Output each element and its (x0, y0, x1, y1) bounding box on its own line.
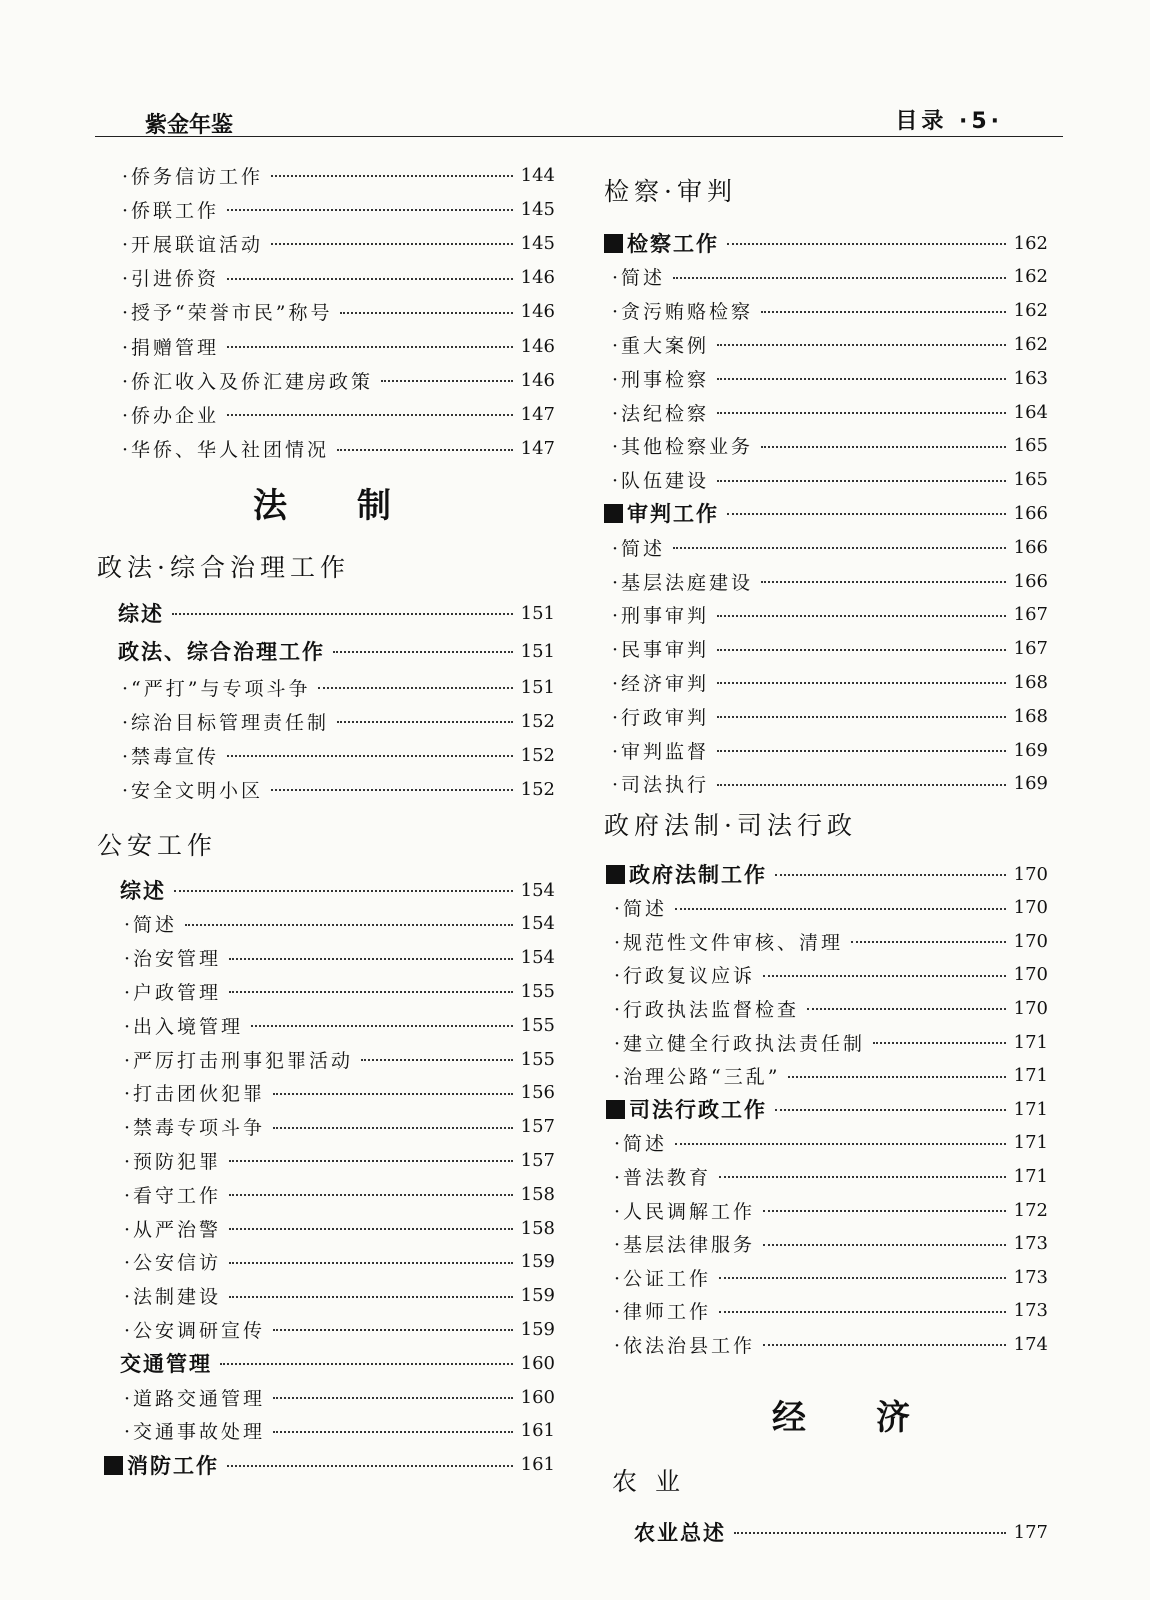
toc-entry[interactable] (612, 329, 1048, 359)
toc-page-number: 173 (1013, 1266, 1048, 1288)
toc-entry[interactable] (122, 160, 555, 190)
toc-entry-title: ·华侨、华人社团情况 (122, 439, 330, 462)
toc-entry-title: 综述 (118, 602, 164, 626)
dot-leader (333, 651, 513, 653)
toc-page-number: 157 (520, 1116, 555, 1138)
square-bullet-icon (604, 504, 623, 523)
section-heading-zhengfu-fazhi: 政府法制·司法行政 (604, 811, 857, 840)
toc-page-number: 151 (520, 676, 555, 698)
toc-entry[interactable] (614, 1027, 1048, 1057)
toc-page-number: 157 (520, 1149, 555, 1171)
dot-leader (717, 750, 1006, 752)
toc-entry-title: ·出入境管理 (124, 1015, 244, 1038)
toc-page-number: 146 (520, 369, 555, 391)
toc-page-number: 158 (520, 1217, 555, 1239)
toc-entry[interactable] (612, 634, 1048, 664)
toc-entry[interactable] (122, 365, 555, 395)
toc-page-number: 158 (520, 1183, 555, 1205)
toc-entry[interactable] (124, 1281, 555, 1311)
toc-page-number: 159 (520, 1318, 555, 1340)
dot-leader (273, 1127, 513, 1129)
toc-page-number: 171 (1013, 1165, 1048, 1187)
dot-leader (761, 581, 1006, 583)
toc-entry[interactable] (614, 1229, 1048, 1259)
toc-entry-title: ·贪污贿赂检察 (612, 301, 754, 324)
toc-entry[interactable] (614, 1296, 1048, 1326)
toc-entry[interactable] (124, 1314, 555, 1344)
toc-entry-title: ·引进侨资 (122, 268, 220, 291)
dot-leader (761, 311, 1006, 313)
dot-leader (851, 941, 1006, 943)
dot-leader (717, 480, 1006, 482)
toc-entry[interactable] (612, 296, 1048, 326)
toc-entry-title: 综述 (120, 879, 166, 903)
toc-page-number: 152 (520, 778, 555, 800)
dot-leader (717, 412, 1006, 414)
toc-entry-title: ·公安信访 (124, 1252, 222, 1275)
toc-entry-title: 交通管理 (120, 1352, 212, 1377)
toc-entry[interactable] (612, 667, 1048, 697)
square-bullet-icon (604, 234, 623, 253)
toc-entry-title: ·法制建设 (124, 1286, 222, 1309)
toc-entry-title: 政法、综合治理工作 (118, 640, 325, 664)
dot-leader (273, 1431, 513, 1433)
dot-leader (271, 243, 513, 245)
dot-leader (229, 1262, 513, 1264)
toc-page-number: 170 (1013, 863, 1048, 885)
toc-entry[interactable] (122, 297, 555, 327)
dot-leader (788, 1076, 1005, 1078)
toc-entry[interactable] (122, 740, 555, 770)
dot-leader (727, 243, 1006, 245)
toc-page-number: 173 (1013, 1233, 1048, 1255)
toc-entry[interactable] (612, 600, 1048, 630)
toc-entry-title: ·治安管理 (124, 948, 222, 971)
toc-entry[interactable] (614, 1195, 1048, 1225)
toc-entry[interactable] (612, 735, 1048, 765)
dot-leader (220, 1363, 513, 1365)
toc-entry-title: ·刑事审判 (612, 605, 710, 628)
toc-entry-title: ·治理公路“三乱” (614, 1066, 781, 1089)
dot-leader (227, 755, 513, 757)
toc-entry-title: ·其他检察业务 (612, 436, 754, 459)
toc-page-number: 170 (1013, 997, 1048, 1019)
toc-entry[interactable] (124, 1213, 555, 1243)
dot-leader (229, 1194, 513, 1196)
toc-entry[interactable] (122, 331, 555, 361)
toc-entry[interactable] (634, 1517, 1048, 1547)
toc-entry[interactable] (612, 431, 1048, 461)
dot-leader (763, 1210, 1006, 1212)
toc-page-number: 146 (520, 335, 555, 357)
toc-page-number: 162 (1013, 300, 1048, 322)
toc-page-number: 170 (1013, 897, 1048, 919)
toc-entry[interactable] (614, 1128, 1048, 1158)
dot-leader (273, 1397, 513, 1399)
toc-entry[interactable] (124, 1112, 555, 1142)
toc-page-number: 166 (1013, 570, 1048, 592)
toc-entry[interactable] (124, 1145, 555, 1175)
toc-entry-title: ·侨汇收入及侨汇建房政策 (122, 370, 374, 393)
toc-entry[interactable] (614, 1061, 1048, 1091)
toc-entry-title: ·户政管理 (124, 981, 222, 1004)
toc-entry[interactable] (124, 976, 555, 1006)
dot-leader (717, 649, 1006, 651)
toc-entry[interactable] (612, 701, 1048, 731)
dot-leader (717, 682, 1006, 684)
toc-entry[interactable] (614, 960, 1048, 990)
toc-page-number: 151 (520, 640, 555, 662)
toc-page-number: 154 (520, 879, 555, 901)
dot-leader (174, 890, 513, 892)
dot-leader (675, 1143, 1006, 1145)
toc-entry[interactable] (604, 498, 1048, 528)
dot-leader (340, 312, 512, 314)
toc-entry-title: ·综治目标管理责任制 (122, 711, 330, 734)
toc-entry-title: ·简述 (614, 898, 668, 921)
dot-leader (675, 908, 1006, 910)
toc-entry[interactable] (606, 859, 1048, 889)
dot-leader (717, 378, 1006, 380)
toc-page-number: 168 (1013, 705, 1048, 727)
toc-entry[interactable] (606, 1094, 1048, 1124)
toc-entry-title: ·道路交通管理 (124, 1387, 266, 1410)
dot-leader (775, 1109, 1006, 1111)
dot-leader (229, 1160, 513, 1162)
toc-page-number: 147 (520, 438, 555, 460)
toc-entry-title: ·禁毒宣传 (122, 745, 220, 768)
book-title: 紫金年鉴 (145, 113, 234, 138)
toc-page-number: 164 (1013, 401, 1048, 423)
square-bullet-icon (606, 865, 625, 884)
toc-entry[interactable] (124, 1010, 555, 1040)
toc-entry[interactable] (124, 1416, 555, 1446)
toc-entry-title: ·法纪检察 (612, 402, 710, 425)
section-heading-jiancha: 检察·审判 (604, 177, 737, 206)
dot-leader (271, 175, 513, 177)
toc-page-number: 172 (1013, 1199, 1048, 1221)
toc-entry[interactable] (124, 1078, 555, 1108)
toc-page-number: 174 (1013, 1333, 1048, 1355)
toc-entry-title: ·民事审判 (612, 639, 710, 662)
dot-leader (337, 721, 513, 723)
toc-entry[interactable] (104, 1450, 555, 1480)
toc-entry-title: 农业总述 (634, 1521, 726, 1545)
toc-page-number: 171 (1013, 1098, 1048, 1120)
dot-leader (361, 1059, 513, 1061)
dot-leader (719, 1176, 1006, 1178)
toc-page-number: 156 (520, 1082, 555, 1104)
toc-entry[interactable] (120, 875, 555, 905)
dot-leader (229, 991, 513, 993)
toc-entry-title: 消防工作 (104, 1450, 219, 1480)
dot-leader (227, 209, 513, 211)
dot-leader (337, 449, 513, 451)
section-page-label: 目录 ·5· (895, 109, 1003, 134)
toc-entry-title: ·简述 (612, 267, 666, 290)
toc-page-number: 162 (1013, 266, 1048, 288)
toc-page-number: 154 (520, 913, 555, 935)
toc-entry[interactable] (614, 1329, 1048, 1359)
dot-leader (229, 958, 513, 960)
toc-entry[interactable] (614, 926, 1048, 956)
toc-entry-title: ·行政审判 (612, 706, 710, 729)
toc-entry[interactable] (122, 774, 555, 804)
toc-entry-title: ·交通事故处理 (124, 1421, 266, 1444)
dot-leader (717, 716, 1006, 718)
square-bullet-icon (104, 1456, 123, 1475)
toc-entry-title: ·打击团伙犯罪 (124, 1083, 266, 1106)
toc-entry-title: ·行政执法监督检查 (614, 998, 800, 1021)
dot-leader (227, 278, 513, 280)
toc-page-number: 155 (520, 980, 555, 1002)
toc-entry-title: ·人民调解工作 (614, 1200, 756, 1223)
section-heading-zhengfa: 政法·综合治理工作 (97, 553, 350, 582)
toc-page-number: 171 (1013, 1031, 1048, 1053)
dot-leader (717, 615, 1006, 617)
toc-page-number: 167 (1013, 638, 1048, 660)
toc-entry[interactable] (118, 598, 555, 628)
toc-page-number: 169 (1013, 739, 1048, 761)
toc-entry[interactable] (614, 1161, 1048, 1191)
dot-leader (273, 1329, 513, 1331)
dot-leader (227, 346, 513, 348)
toc-entry-title: ·简述 (612, 537, 666, 560)
toc-entry-title: ·队伍建设 (612, 470, 710, 493)
dot-leader (229, 1228, 513, 1230)
toc-page-number: 155 (520, 1014, 555, 1036)
toc-entry-title: ·行政复议应诉 (614, 965, 756, 988)
dot-leader (763, 1344, 1006, 1346)
toc-page-number: 166 (1013, 536, 1048, 558)
toc-page-number: 161 (520, 1454, 555, 1476)
dot-leader (763, 1244, 1006, 1246)
toc-entry[interactable] (124, 1179, 555, 1209)
toc-page-number: 161 (520, 1420, 555, 1442)
toc-page-number: 171 (1013, 1132, 1048, 1154)
toc-page-number: 170 (1013, 930, 1048, 952)
toc-entry[interactable] (604, 228, 1048, 258)
toc-entry-title: ·经济审判 (612, 672, 710, 695)
section-heading-gongan: 公安工作 (97, 831, 218, 860)
toc-entry-title: ·侨联工作 (122, 199, 220, 222)
toc-page-number: 151 (520, 602, 555, 624)
toc-entry[interactable] (118, 636, 555, 666)
toc-page-number: 177 (1013, 1521, 1048, 1543)
dot-leader (227, 1465, 513, 1467)
dot-leader (761, 446, 1006, 448)
toc-page-number: 159 (520, 1285, 555, 1307)
toc-page-number: 165 (1013, 469, 1048, 491)
toc-entry-title: ·“严打”与专项斗争 (122, 677, 311, 700)
toc-entry-title: ·严厉打击刑事犯罪活动 (124, 1049, 354, 1072)
toc-page-number: 155 (520, 1048, 555, 1070)
toc-entry[interactable] (124, 909, 555, 939)
toc-entry-title: ·律师工作 (614, 1301, 712, 1324)
toc-page-number: 145 (520, 232, 555, 254)
toc-page-number: 159 (520, 1251, 555, 1273)
toc-entry[interactable] (120, 1348, 555, 1378)
dot-leader (734, 1532, 1006, 1534)
toc-entry-title: 审判工作 (604, 498, 719, 528)
toc-entry[interactable] (612, 397, 1048, 427)
part-title-fazhi: 法 制 (253, 486, 391, 526)
toc-entry-title: 检察工作 (604, 228, 719, 258)
toc-entry[interactable] (614, 993, 1048, 1023)
toc-page-number: 162 (1013, 333, 1048, 355)
toc-entry-title: ·开展联谊活动 (122, 233, 264, 256)
toc-page-number: 170 (1013, 964, 1048, 986)
toc-entry[interactable] (614, 893, 1048, 923)
toc-page-number: 166 (1013, 502, 1048, 524)
toc-page-number: 160 (520, 1386, 555, 1408)
section-heading-nongye: 农 业 (612, 1467, 685, 1496)
dot-leader (775, 874, 1006, 876)
toc-entry-title: ·从严治警 (124, 1218, 222, 1241)
toc-entry[interactable] (614, 1262, 1048, 1292)
dot-leader (673, 547, 1006, 549)
toc-entry[interactable] (612, 532, 1048, 562)
toc-entry-title: ·审判监督 (612, 740, 710, 763)
toc-entry-title: ·预防犯罪 (124, 1150, 222, 1173)
toc-page-number: 152 (520, 710, 555, 732)
dot-leader (227, 414, 513, 416)
dot-leader (318, 687, 512, 689)
toc-page-number: 154 (520, 947, 555, 969)
toc-entry-title: ·捐赠管理 (122, 336, 220, 359)
toc-entry-title: ·简述 (124, 914, 178, 937)
dot-leader (185, 924, 513, 926)
toc-page-number: 146 (520, 267, 555, 289)
toc-entry[interactable] (122, 672, 555, 702)
toc-page-number: 162 (1013, 232, 1048, 254)
dot-leader (763, 975, 1006, 977)
toc-entry[interactable] (612, 566, 1048, 596)
toc-entry[interactable] (612, 262, 1048, 292)
toc-page-number: 147 (520, 403, 555, 425)
dot-leader (172, 613, 513, 615)
toc-entry[interactable] (122, 194, 555, 224)
toc-page-number: 169 (1013, 773, 1048, 795)
toc-entry[interactable] (612, 363, 1048, 393)
part-title-jingji: 经 济 (772, 1398, 910, 1438)
toc-entry-title: ·侨办企业 (122, 404, 220, 427)
dot-leader (719, 1277, 1006, 1279)
toc-entry-title: ·普法教育 (614, 1166, 712, 1189)
toc-entry-title: ·基层法律服务 (614, 1234, 756, 1257)
dot-leader (271, 789, 513, 791)
dot-leader (873, 1042, 1006, 1044)
toc-entry[interactable] (122, 228, 555, 258)
toc-page-number: 152 (520, 744, 555, 766)
dot-leader (717, 344, 1006, 346)
toc-page-number: 171 (1013, 1065, 1048, 1087)
toc-entry-title: ·看守工作 (124, 1184, 222, 1207)
toc-entry[interactable] (122, 434, 555, 464)
toc-page-number: 173 (1013, 1300, 1048, 1322)
toc-entry-title: 司法行政工作 (606, 1094, 767, 1124)
dot-leader (719, 1311, 1006, 1313)
toc-entry-title: ·公安调研宣传 (124, 1319, 266, 1342)
toc-entry-title: ·授予“荣誉市民”称号 (122, 302, 333, 325)
toc-entry[interactable] (612, 769, 1048, 799)
toc-entry-title: ·规范性文件审核、清理 (614, 931, 844, 954)
toc-entry-title: ·司法执行 (612, 774, 710, 797)
dot-leader (717, 784, 1006, 786)
dot-leader (273, 1093, 513, 1095)
toc-page-number: 167 (1013, 604, 1048, 626)
toc-entry-title: ·依法治县工作 (614, 1334, 756, 1357)
toc-page-number: 145 (520, 198, 555, 220)
toc-entry-title: ·公证工作 (614, 1267, 712, 1290)
toc-entry[interactable] (124, 1382, 555, 1412)
toc-entry-title: ·重大案例 (612, 334, 710, 357)
toc-entry[interactable] (122, 399, 555, 429)
toc-entry-title: ·禁毒专项斗争 (124, 1117, 266, 1140)
toc-page-number: 165 (1013, 435, 1048, 457)
toc-page-number: 146 (520, 301, 555, 323)
toc-entry-title: ·刑事检察 (612, 368, 710, 391)
toc-entry-title: ·侨务信访工作 (122, 165, 264, 188)
toc-entry[interactable] (122, 706, 555, 736)
toc-entry[interactable] (122, 263, 555, 293)
dot-leader (381, 380, 513, 382)
dot-leader (251, 1025, 513, 1027)
toc-page-number: 144 (520, 164, 555, 186)
toc-entry[interactable] (124, 1247, 555, 1277)
toc-page-number: 160 (520, 1352, 555, 1374)
dot-leader (727, 513, 1006, 515)
toc-entry-title: ·建立健全行政执法责任制 (614, 1032, 866, 1055)
dot-leader (673, 277, 1006, 279)
dot-leader (229, 1296, 513, 1298)
toc-entry-title: ·简述 (614, 1133, 668, 1156)
toc-entry-title: ·基层法庭建设 (612, 571, 754, 594)
toc-entry[interactable] (124, 943, 555, 973)
square-bullet-icon (606, 1100, 625, 1119)
toc-entry[interactable] (124, 1044, 555, 1074)
toc-entry-title: 政府法制工作 (606, 859, 767, 889)
toc-page-number: 168 (1013, 671, 1048, 693)
toc-entry-title: ·安全文明小区 (122, 779, 264, 802)
toc-page-number: 163 (1013, 367, 1048, 389)
dot-leader (807, 1008, 1006, 1010)
toc-entry[interactable] (612, 465, 1048, 495)
